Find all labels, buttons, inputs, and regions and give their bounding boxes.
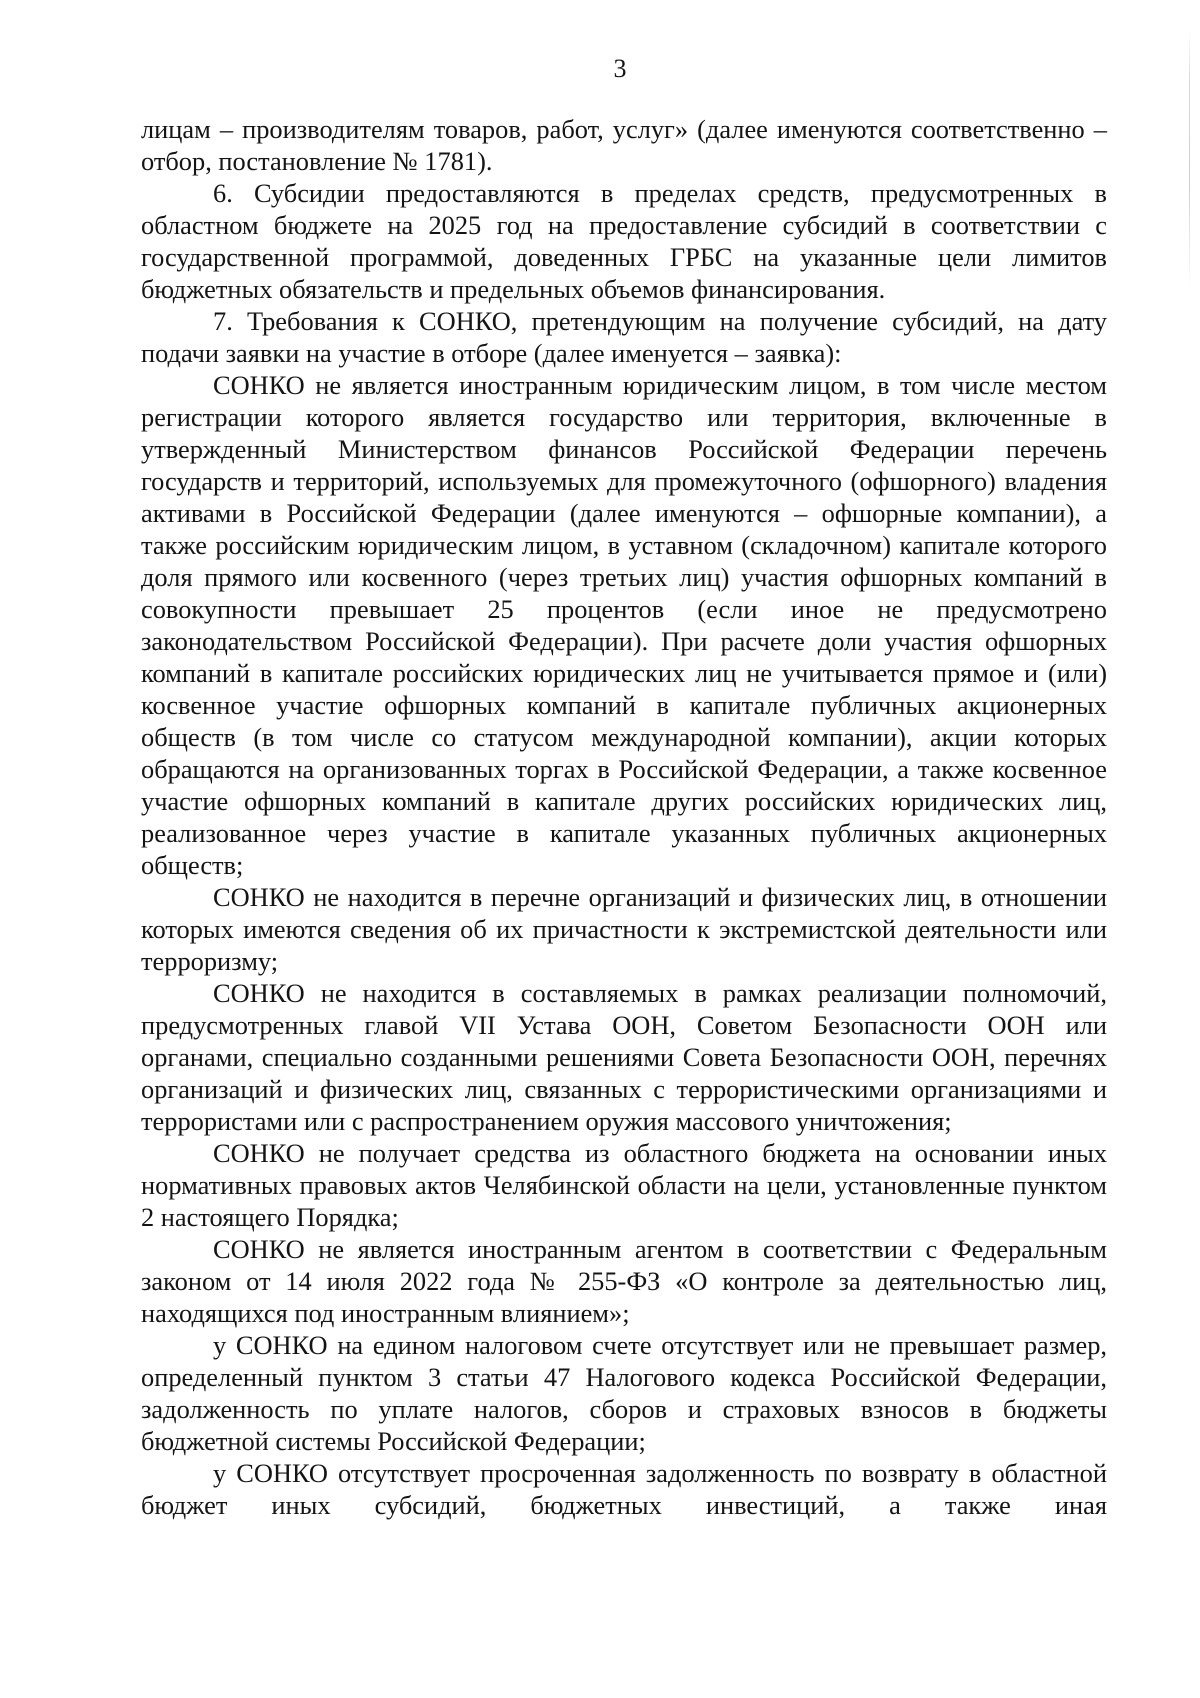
- paragraph-offshore-requirement: СОНКО не является иностранным юридическим лицом, в том числе местом регистрации которого является государство или территория, включенные в утвержденный Министерством финансов Российской Федерации перечень государств и территорий, используемых для промежуточного (офшорного) владения активами в Российской Федерации (далее именуются – офшорные компании), а также российским юридическим лицом, в уставном (складочном) капитале которого доля прямого или косвенного (через третьих лиц) участия офшорных компаний в совокупности превышает 25 процентов (если иное не предусмотрено законодательством Российской Федерации). При расчете доли участия офшорных компаний в капитале российских юридических лиц не учитывается прямое и (или) косвенное участие офшорных компаний в капитале публичных акционерных обществ (в том числе со статусом международной компании), акции которых обращаются на организованных торгах в Российской Федерации, а также косвенное участие офшорных компаний в капитале других российских юридических лиц, реализованное через участие в капитале указанных публичных акционерных обществ;: [141, 370, 1107, 880]
- paragraph-item-7: 7. Требования к СОНКО, претендующим на получение субсидий, на дату подачи заявки на участие в отборе (далее именуется – заявка):: [141, 306, 1107, 368]
- page-number: 3: [613, 54, 627, 83]
- paragraph-budget-funds-requirement: СОНКО не получает средства из областного бюджета на основании иных нормативных правовых актов Челябинской области на цели, установленные пунктом 2 настоящего Порядка;: [141, 1138, 1107, 1232]
- paragraph-item-6: 6. Субсидии предоставляются в пределах средств, предусмотренных в областном бюджете на 2025 год на предоставление субсидий в соответствии с государственной программой, доведенных ГРБС на указанные цели лимитов бюджетных обязательств и предельных объемов финансирования.: [141, 178, 1107, 304]
- paragraph-un-sanctions-requirement: СОНКО не находится в составляемых в рамках реализации полномочий, предусмотренных главой VII Устава ООН, Советом Безопасности ООН или органами, специально созданными решениями Совета Безопасности ООН, перечнях организаций и физических лиц, связанных с террористическими организациями и террористами или с распространением оружия массового уничтожения;: [141, 978, 1107, 1136]
- paragraph-extremism-requirement: СОНКО не находится в перечне организаций и физических лиц, в отношении которых имеются сведения об их причастности к экстремистской деятельности или терроризму;: [141, 882, 1107, 976]
- paragraph-foreign-agent-requirement: СОНКО не является иностранным агентом в соответствии с Федеральным законом от 14 июля 2022 года № 255-ФЗ «О контроле за деятельностью лиц, находящихся под иностранным влиянием»;: [141, 1234, 1107, 1328]
- paragraph-overdue-debt-requirement: у СОНКО отсутствует просроченная задолженность по возврату в областной бюджет иных субсидий, бюджетных инвестиций, а также иная: [141, 1458, 1107, 1520]
- paragraph-continuation: лицам – производителям товаров, работ, услуг» (далее именуются соответственно – отбор, постановление № 1781).: [141, 114, 1107, 176]
- document-body: [141, 113, 1107, 1521]
- paragraph-tax-debt-requirement: у СОНКО на едином налоговом счете отсутствует или не превышает размер, определенный пунктом 3 статьи 47 Налогового кодекса Российской Федерации, задолженность по уплате налогов, сборов и страховых взносов в бюджеты бюджетной системы Российской Федерации;: [141, 1330, 1107, 1456]
